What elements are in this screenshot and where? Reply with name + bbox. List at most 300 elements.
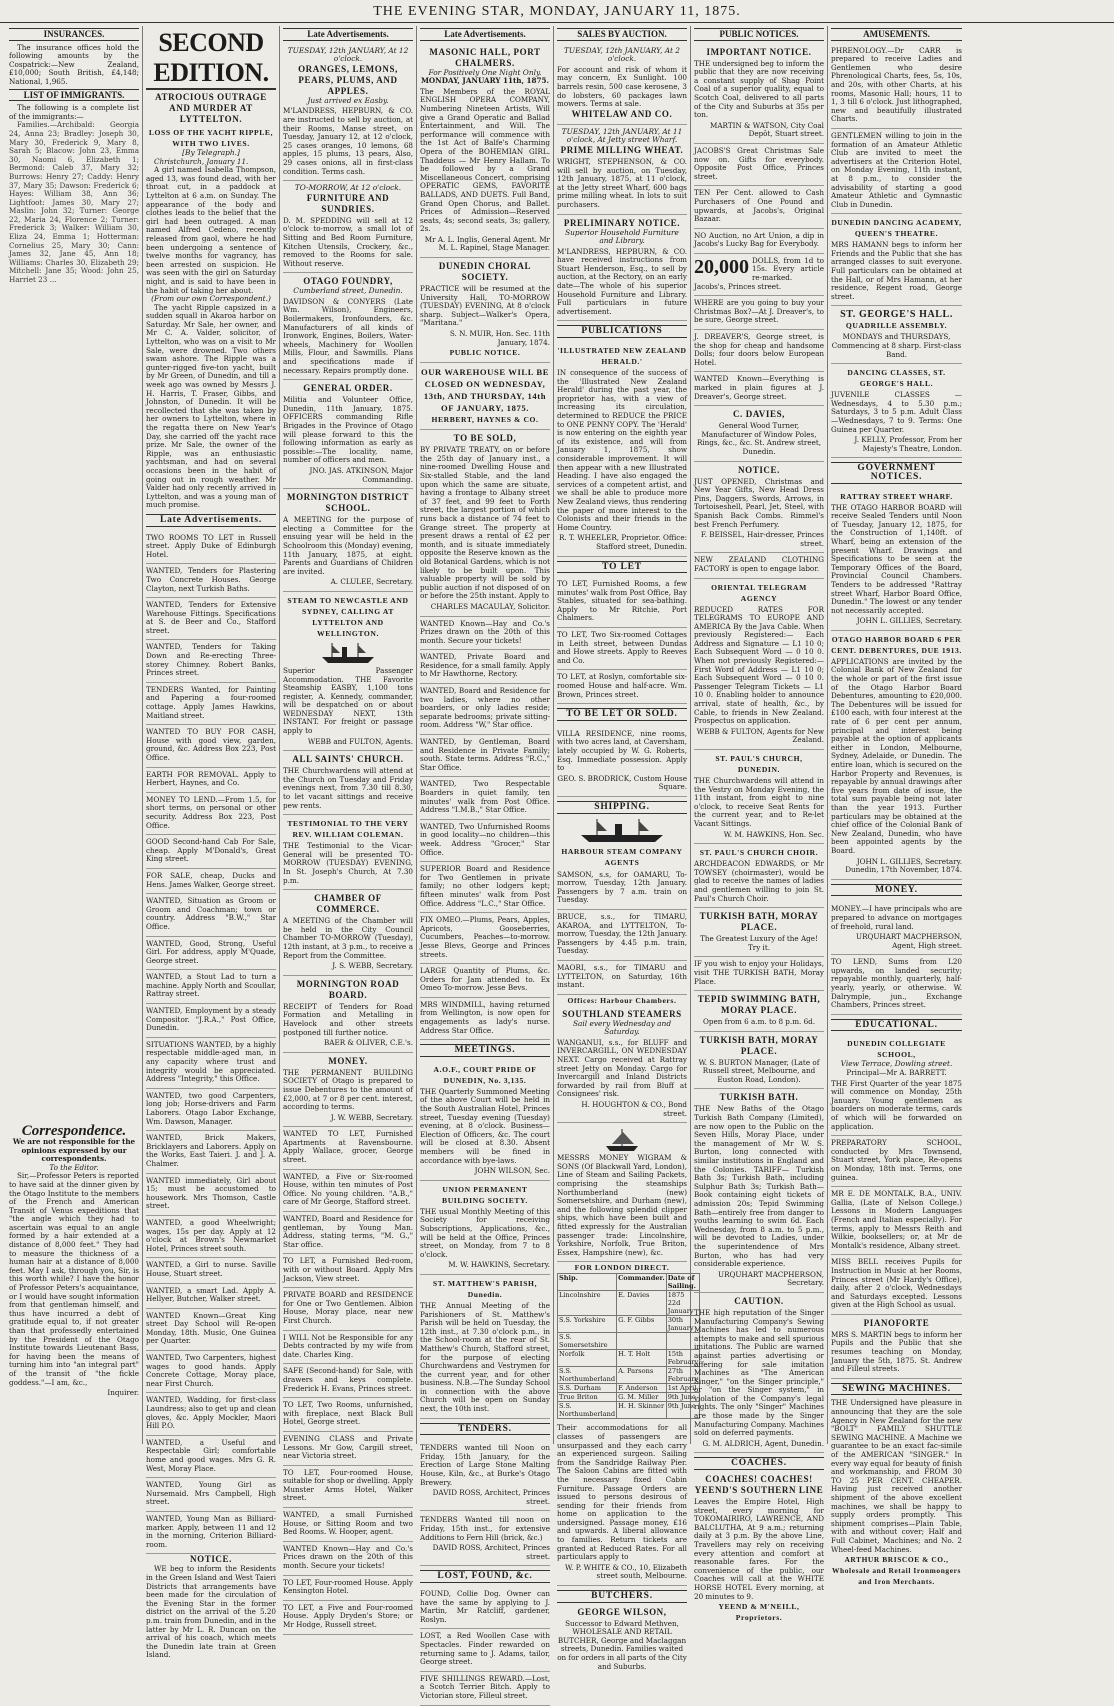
collegiate-principal: Principal—Mr A. BARRETT.: [846, 1068, 947, 1078]
table-cell: 27th February: [667, 1367, 699, 1384]
ad-item: TENDERS Wanted, for Painting and Papering a four-roomed cottage. Apply James Hawkins, Maitland street.: [146, 683, 276, 725]
st-matthews: [420, 1275, 550, 1419]
column-4: [417, 26, 554, 1700]
turkish-bath-1: [694, 908, 824, 957]
let-or-sold-heading: TO BE LET OR SOLD.: [557, 708, 687, 721]
st-georges-hall: [831, 306, 962, 364]
masonic-date: MONDAY, JANUARY 11th, 1875.: [420, 76, 550, 86]
chamber-body: A MEETING of the Chamber will be held in the City Council Chamber TO-MORROW (Tuesday), 12th instant, at 3 p.m., to receive a Report from the Committee.: [283, 916, 413, 960]
collegiate-title: DUNEDIN COLLEGIATE SCHOOL,: [847, 1039, 946, 1060]
table-cell: S.S. Durham: [558, 1384, 617, 1393]
ship-note: [557, 1419, 687, 1586]
tender-body: TENDERS Wanted till noon on Friday, 15th inst., for extensive Additions to Fern Hill (brick, &c.): [420, 1515, 550, 1542]
st-pauls-title: ST. PAUL'S CHURCH, DUNEDIN.: [715, 754, 803, 774]
auction-furniture: [283, 181, 413, 273]
harbor-debentures: [831, 631, 962, 880]
piano-body: MRS S. MARTIN begs to inform her Pupils and the Public that she resumes teaching on Monday, January the 5th, 1875. St. Andrew and Filleul streets.: [831, 1329, 962, 1374]
southland-title: SOUTHLAND STEAMERS: [562, 1008, 682, 1019]
steam-title: STEAM TO NEWCASTLE AND SYDNEY, CALLING AT LYTTELTON AND WELLINGTON.: [287, 595, 409, 638]
important-body: THE undersigned beg to inform the public that they are now receiving a constant supply of Shag Point Coal of a superior quality, equal to Scotch Coal, delivered to all parts of the City and Suburbs at 35s per ton.: [694, 58, 824, 120]
column-1: [6, 26, 143, 1444]
oriental-title: ORIENTAL TELEGRAM AGENCY: [711, 582, 807, 603]
road-board-title: MORNINGTON ROAD BOARD.: [296, 978, 400, 1000]
ad-item: WANTED, Tenders for Extensive Warehouse Fittings. Specifications at S. de Beer and Co., Stafford street.: [146, 598, 276, 640]
table-row: [558, 1402, 700, 1419]
masthead: [0, 0, 1114, 23]
road-board-sign: BAER & OLIVER, C.E.'s.: [323, 1038, 413, 1048]
tender-2: [420, 1511, 550, 1566]
table-cell: True Briton: [558, 1393, 617, 1402]
debentures-sign: JOHN L. GILLIES, Secretary. Dunedin, 17th November, 1874.: [845, 856, 962, 875]
ad-item: WANTED, Young Girl as Nursemaid. Mrs Campbell, High street.: [146, 1478, 276, 1512]
table-cell: 9th June: [666, 1393, 700, 1402]
sewing-heading: SEWING MACHINES.: [831, 1383, 962, 1396]
dolls-number: 20,000: [694, 255, 749, 278]
auction-body: D. M. SPEDDING will sell at 12 o'clock to-morrow, a small lot of Sitting and Bed Room Furniture, Kitchen Utensils, Crockery, &c., removed to the Rooms for sale. Without reserve.: [283, 215, 413, 268]
ad-item: WANTED, Two Respectable Boarders in quiet family, ten minutes' walk from Post Office. Address "I.M.B.," Star Office.: [420, 777, 550, 819]
notice-heading: NOTICE.: [190, 1554, 232, 1565]
testimonial-body: THE Testimonial to the Vicar-General will be presented TO-MORROW (TUESDAY) EVENING, In St. Joseph's Church, At 7.30 p.m.: [283, 841, 413, 885]
matthews-title: ST. MATTHEW'S PARISH, Dunedin.: [432, 1278, 538, 1299]
tender-sign: DAVID ROSS, Architect, Princes street.: [432, 1488, 550, 1506]
steamship-icon: [318, 641, 378, 665]
ad-item: WANTED, Brick Makers, Bricklayers and Laborers. Apply on the Works, East Taieri. J. and J. A. Chalmer.: [146, 1131, 276, 1173]
to-let-item: TO LET, at Roslyn, comfortable six-roomed House and half-acre. Wm. Brown, Princes street.: [557, 670, 687, 704]
table-cell: A. Parsons: [617, 1367, 667, 1384]
column-header: Ship.: [558, 1274, 617, 1291]
ad-item: WANTED TO LET, Furnished Apartments at Ravensbourne. Apply Wallace, grocer, George street.: [283, 1127, 413, 1169]
insurances-heading: INSURANCES.: [9, 28, 139, 41]
ad-item: SAFE (Second-hand) for Sale, with drawers and keys complete. Frederick H. Evans, Princes street.: [283, 1364, 413, 1398]
pianoforte-ad: [831, 1315, 962, 1379]
ad-item: WANTED, Two Unfurnished Rooms in good locality—no children—this week. Address "Grocer," Star Office.: [420, 820, 550, 862]
sold-title: TO BE SOLD,: [453, 433, 517, 444]
order-sign: JNO. JAS. ATKINSON, Major Commanding.: [309, 465, 413, 484]
court-pride: [420, 1061, 550, 1181]
ad-item: MRS WINDMILL, having returned from Wellington, is now open for engagements as lady's nurse. Address Star Office.: [420, 998, 550, 1040]
general-order: [283, 380, 413, 489]
rattray-sign: JOHN L. GILLIES, Secretary.: [856, 616, 962, 626]
ad-item: SITUATIONS WANTED, by a highly respectable middle-aged man, in any capacity where trust and integrity would be appreciated. Address "Integrity," this Office.: [146, 1038, 276, 1089]
tender-1: [420, 1439, 550, 1511]
road-board: [283, 976, 413, 1053]
ad-item: TO LET, Two Rooms, unfurnished, with fireplace, next Black Bull Hotel, George street.: [283, 1398, 413, 1432]
ad-item: WANTED, Private Board and Residence, for a small family. Apply to Mr Hawthorne, Rectory.: [420, 650, 550, 684]
choir-title: ST. PAUL'S CHURCH CHOIR.: [699, 848, 819, 858]
ad-item: WANTED TO BUY FOR CASH, House with good view, garden, ground, &c. Address Box 223, Post Office.: [146, 725, 276, 767]
prelim-title: PRELIMINARY NOTICE.: [563, 217, 681, 228]
ad-item: TO LET, a Furnished Bed-room, with or without Board. Apply Mrs Jackson, View street.: [283, 1254, 413, 1288]
masonic-sign: Mr A. L. Inglis, General Agent. Mr M. L. Rapinel, Stage Manager.: [424, 234, 550, 253]
table-cell: H. H. Skinner: [617, 1402, 667, 1419]
coaches-title: COACHES! COACHES!: [705, 1474, 813, 1485]
beissel-notice: [694, 462, 824, 554]
court-body: THE Quarterly Summoned Meeting of the above Court will be held in the South Australian Hotel, Princes street, Tuesday evening (Tuesday) evening, at 8 o'clock. Business—Election of Officers, &c. The court will be closed at 8.30. Absent members will be fined in accordance with bye-laws.: [420, 1086, 550, 1165]
ad-item: I WILL Not be Responsible for any Debts contracted by my wife from date. Charles King.: [283, 1331, 413, 1365]
immigrants-intro: The following is a complete list of the immigrants:—: [9, 103, 139, 121]
ad-item: LARGE Quantity of Plums, &c. Orders for Jam attended to. Ex Omeo To-morrow. Jesse Bevs.: [420, 964, 550, 998]
ad-item: SUPERIOR Board and Residence for Two Gentlemen in private family; no other lodgers kept; fifteen minutes' walk from Post Office. Address "L.C.," Star Office.: [420, 862, 550, 913]
government-heading: GOVERNMENT NOTICES.: [831, 462, 962, 483]
sailing-table: [557, 1273, 700, 1419]
st-pauls-body: THE Churchwardens will attend in the Vestry on Monday Evening, the 11th instant, from eight to nine o'clock, to receive Seat Rents for the current year, and to Re-let Vacant Sittings.: [694, 776, 824, 828]
to-be-sold: [420, 430, 550, 616]
choral-sign: S. N. MUIR, Hon. Sec. 11th January, 1874.: [449, 329, 550, 347]
important-sign: MARTIN & WATSON, City Coal Depôt, Stuart street.: [709, 120, 824, 139]
ad-item: PRIVATE BOARD and RESIDENCE for One or Two Gentlemen. Albion House, Moray place, near new First Church.: [283, 1288, 413, 1330]
ad-item: WANTED, Board and Residence for gentleman, by Young Man. Address, stating terms, "M. G.," Star office.: [283, 1212, 413, 1254]
classes-body: JUVENILE CLASSES — Wednesdays, 4 to 5.30 p.m.; Saturdays, 3 to 5 p.m. Adult Class—Wednesdays, 7 to 9. Terms: One Guinea per Quarter.: [831, 390, 962, 434]
ad-item: EVENING CLASS and Private Lessons. Mr Gow, Cargill street, near Victoria street.: [283, 1432, 413, 1466]
steamship-icon: [577, 818, 667, 844]
warehouse-closed: [420, 363, 550, 430]
auction-body: M'LANDRESS, HEPBURN, & CO. are instructed to sell by auction, at their Rooms, Manse street, on Tuesday, January 12, at 12 o'clock, 25 cases oranges, 10 lemons, 68 apples, 15 plums, 13 pears, Also, 29 cases onions, all in first-class condition. Terms cash.: [283, 106, 413, 176]
caution-ad: [694, 1293, 824, 1454]
lost-item: FOUND, Collie Dog. Owner can have the same by applying to J. Martin, Mr Ratcliff, gardener, Roslyn.: [420, 1587, 550, 1629]
villa-body: VILLA RESIDENCE, nine rooms, with two acres land, at Caversham, lately occupied by W. G. Roberts, Esq. Immediate possession. Apply to: [557, 728, 687, 773]
notice-item: JACOBS'S Great Christmas Sale now on. Gifts for everybody. Opposite Post Office, Princes street.: [694, 144, 824, 186]
money-title: MONEY.: [328, 1055, 368, 1066]
herald-body: IN consequence of the success of the 'Illustrated New Zealand Herald' during the past year, the proprietor has, with a view of increasing its circulation, determined to REDUCE the PRICE to ONE PENNY COPY. The 'Herald' is now entering on the eighth year of its existence, and will from January 1, 1875, show considerable improvement. It will then appear with a new Illustrated Heading. I have also engaged the services of a competent artist, and we shall be able to produce more New Zealand views, thus rendering the paper of more interest to the Colonists and their friends in the Home Country.: [557, 368, 687, 532]
southland-steamers: [557, 1006, 687, 1124]
tender-body: TENDERS wanted till Noon on Friday, 15th January, for the Erection of Large Stone Malting House, Kiln, &c., at Burke's Otago Brewery.: [420, 1443, 550, 1487]
auction-sign: WHITELAW AND CO.: [571, 108, 673, 119]
phrenology-ad: PHRENOLOGY.—Dr CARR is prepared to receive Ladies and Gentlemen who desire Phrenological Charts, fees, 5s, 10s, and 20s, with other Charts, at his rooms, Masonic Hall; hours, 11 to 1, 3 till 6 o'clock. Just lithographed, new and beautifully illustrated Charts.: [831, 44, 962, 129]
table-cell: Norfolk: [558, 1350, 617, 1367]
ad-item: TO LET, Four-roomed House, suitable for shop or dwelling. Apply Munster Arms Hotel, Walker street.: [283, 1466, 413, 1508]
prelim-sub: Superior Household Furniture and Library.: [565, 227, 679, 246]
otago-foundry: [283, 273, 413, 380]
caution-sign: G. M. ALDRICH, Agent, Dunedin.: [702, 1438, 824, 1448]
all-saints-title: ALL SAINTS' CHURCH.: [292, 754, 404, 765]
ad-item: WANTED Known—Hay and Co.'s Prizes drawn on the 20th of this month. Secure your tickets!: [420, 617, 550, 651]
table-cell: 1875 22d January: [666, 1291, 700, 1316]
public-notice-label: PUBLIC NOTICE.: [449, 348, 521, 358]
yeend-sign: YEEND & M'NEILL, Proprietors.: [718, 1602, 800, 1623]
debentures-title: OTAGO HARBOR BOARD 6 PER CENT. DEBENTURES, DUE 1913.: [831, 634, 962, 655]
table-cell: S.S. Northumberland: [559, 1402, 616, 1419]
columns: [6, 26, 1108, 1700]
school-sign: A. CLULEE, Secretary.: [330, 577, 413, 587]
late-ads-heading: Late Advertisements.: [146, 514, 276, 527]
table-cell: S.S. Somersetshire: [558, 1333, 617, 1350]
ad-item: WANTED, Two Carpenters, highest wages to good hands. Apply Concrete Cottage, Moray place, near First Church.: [146, 1351, 276, 1393]
loss-title: LOSS OF THE YACHT RIPPLE, WITH TWO LIVES.: [148, 128, 274, 148]
ship-item: BRUCE, s.s., for TIMARU, AKAROA, and LYTTELTON, To-morrow, Tuesday, the 12th January. Passengers by 4.45 p.m. train, Tuesday.: [557, 910, 687, 961]
bath-title: TURKISH BATH.: [719, 1092, 799, 1103]
meetings-heading: MEETINGS.: [420, 1044, 550, 1057]
dolls-ad: [694, 254, 824, 296]
ad-item: WANTED, a smart Lad. Apply A. Hellyer, Butcher, Walker street.: [146, 1284, 276, 1309]
rattray-title: RATTRAY STREET WHARF.: [840, 491, 953, 501]
to-let-item: TO LET, Furnished Rooms, a few minutes' walk from Post Office, Bay Stables, situated for sea-bathing. Apply to Mr Ritchie, Port Chalmers.: [557, 577, 687, 628]
ad-item: WANTED, two good Carpenters, long job; Horse-drivers and Farm Laborers. Otago Labor Exchange, Wm. Dawson, Manager.: [146, 1089, 276, 1131]
mortgage-sign: URQUHART MACPHERSON, Agent, High street.: [856, 932, 962, 950]
table-header-row: [558, 1274, 700, 1291]
by-telegraph: [By Telegraph.]: [182, 148, 240, 157]
school-title: MORNINGTON DISTRICT SCHOOL.: [286, 492, 409, 514]
important-notice: [694, 44, 824, 144]
ad-item: WANTED, a Stout Lad to turn a machine. Apply North and Scoullar, Rattray street.: [146, 970, 276, 1004]
table-cell: F. Anderson: [617, 1384, 667, 1393]
own-correspondent: (From our own Correspondent.): [151, 294, 271, 304]
money-wigram: [557, 1123, 687, 1262]
davies-title: C. DAVIES,: [732, 409, 786, 420]
auction-date: TUESDAY, 12th JANUARY, At 11 o'clock, At Jetty street Wharf.: [561, 126, 683, 145]
important-title: IMPORTANT NOTICE.: [706, 46, 812, 57]
notice-item: NO Auction, no Art Union, a dip in Jacobs's Lucky Bag for Everybody.: [694, 229, 824, 254]
notice-item: J. DREAVER'S, George street, is the shop for cheap and handsome Dolls; four doors below European Hotel.: [694, 330, 824, 372]
letter-signature: Inquirer.: [107, 1388, 139, 1398]
academy-body: MRS HAMANN begs to inform her Friends and the Public that she has arranged classes to suit everyone. Full particulars can be obtained at the Hall, or of Mrs Hamann, at her residence, Regent road, George street.: [831, 240, 962, 301]
bath-body: THE New Baths of the Otago Turkish Bath Company (Limited), are now open to the Public on the Seven Hills, Moray Place, under the management of Mr W. S. Burton, long connected with similar institutions in England and the Colonies. TARIFF— Turkish Bath 3s; Turkish Bath, including Sulphur Bath 3s; Turkish Bath—Book containing eight tickets of admission 20s; Tepid Swimming Bath—entirely free from danger to youths learning to swim 6d. Each Wednesday, from 8 a.m. to 5 p.m., will be devoted to Ladies, under the superintendence of Mrs Burton, who has had very considerable experience.: [694, 1104, 824, 1269]
table-cell: G. M. Miller: [617, 1393, 667, 1402]
table-row: [558, 1291, 700, 1316]
all-saints: [283, 751, 413, 815]
ad-item: WANTED Known—Hay and Co.'s Prices drawn on the 20th of this month. Secure your tickets!: [283, 1542, 413, 1576]
union-title: UNION PERMANENT BUILDING SOCIETY.: [442, 1184, 528, 1205]
ad-item: TWO ROOMS TO LET in Russell street. Apply Duke of Edinburgh Hotel.: [146, 531, 276, 565]
to-editor: To the Editor.: [49, 1162, 99, 1172]
southland-sub: Sail every Wednesday and Saturday.: [572, 1018, 672, 1037]
union-sign: M. W. HAWKINS, Secretary.: [448, 1260, 550, 1270]
column-header: Commander.: [617, 1274, 667, 1291]
educational-heading: EDUCATIONAL.: [831, 1019, 962, 1032]
ad-item: WANTED, a Girl to nurse. Saville House, Stuart street.: [146, 1258, 276, 1283]
table-row: [558, 1316, 700, 1333]
coaches-heading: COACHES.: [694, 1457, 824, 1470]
auction-body: For account and risk of whom it may concern, Ex Sunlight. 100 barrels resin, 500 case kerosene, 3 do lobsters, 60 packages lawn mowers. Terms at sale.: [557, 64, 687, 109]
auction-title: FURNITURE AND SUNDRIES.: [306, 192, 390, 214]
road-board-body: RECEIPT of Tenders for Road Formation and Metalling in Havelock and other streets postponed till further notice.: [283, 1001, 413, 1037]
table-row: [558, 1333, 700, 1350]
chamber-title: CHAMBER OF COMMERCE.: [314, 893, 382, 915]
ad-item: MONEY TO LEND.—From 1.5, for short terms, on personal or other security. Address Box 223, Post Office.: [146, 793, 276, 835]
column-3: [280, 26, 417, 1629]
butcher-title: GEORGE WILSON,: [577, 1606, 667, 1617]
ad-item: WANTED, by Gentleman, Board and Residence in Private Family; south. State terms. Address "R.C.," Star Office.: [420, 735, 550, 777]
notice-item: WANTED Known—Everything is marked in plain figures at J. Dreaver's, George street.: [694, 372, 824, 406]
union-body: THE usual Monthly Meeting of this Society for receiving Subscriptions, Applications, &c., will be held at the Office, Princes street, on Monday, from 7 to 8 o'clock.: [420, 1206, 550, 1259]
clothing-factory: NEW ZEALAND CLOTHING FACTORY is open to engage labor.: [694, 553, 824, 578]
tender-sign: DAVID ROSS, Architect, Princes street.: [432, 1543, 550, 1561]
yeend-body: Leaves the Empire Hotel, High street, every morning for TOKOMAIRIRO, LAWRENCE, AND BALCLUTHA, At 9 a.m.; returning daily at 3 p.m. By the above Line, Travellers may rely on receiving every attention and comfort at reasonable fares. For the convenience of the public, our Coaches will call at the WHITE HORSE HOTEL Every morning, at 20 minutes to 9.: [694, 1497, 824, 1601]
money-heading: MONEY.: [831, 884, 962, 897]
auction-resin: [557, 44, 687, 125]
bath-sign: URQUHART MACPHERSON, Secretary.: [718, 1269, 824, 1288]
ad-item: TO LET, Four-roomed House. Apply Kensington Hotel.: [283, 1576, 413, 1601]
column-6: [691, 26, 828, 1623]
auction-fruit: [283, 44, 413, 182]
turkish-bath-4: [694, 1089, 824, 1292]
table-row: [558, 1367, 700, 1384]
ad-item: WANTED, Employment by a steady Compositor. "J.R.A.," Post Office, Dunedin.: [146, 1004, 276, 1038]
beissel-title: NOTICE.: [738, 464, 780, 475]
wigram-body: MESSRS MONEY WIGRAM & SONS (Of Blackwall Yard, London), Line of Steam and Sailing Packets, comprising the steamships Northumberland (new) Somersetshire, and Durham (new), and the following splendid clipper ships, which have been built and fitted expressly for the Australian passenger trade: Lincolnshire, Yorkshire, Norfolk, True Briton, Essex, Hampshire (new), &c.: [557, 1153, 687, 1257]
rattray-body: THE OTAGO HARBOR BOARD will receive Sealed Tenders until Noon of Tuesday, January 12, 1875, for the Construction of 1,140ft. of Wharf, being an extension of the present Wharf. Drawings and Specifications to be seen at the Temporary Offices of the Board, Provincial Council Chambers. Tenders to be addressed "Rattray street Wharf, Harbor Board Office, Dunedin." The lowest or any tender not necessarily accepted.: [831, 502, 962, 615]
tepid-body: Open from 6 a.m. to 8 p.m. 6d.: [702, 1017, 816, 1027]
collegiate-sub: View Terrace, Dowling street.: [840, 1059, 953, 1069]
choir-body: ARCHDEACON EDWARDS, or Mr TOWSEY (choirmaster), would be glad to receive the names of ladies and gentlemen willing to join St. Paul's Church Choir.: [694, 859, 824, 903]
table-cell: S.S. Northumberland: [559, 1367, 616, 1384]
column-7: [828, 26, 965, 1587]
table-row: [558, 1350, 700, 1367]
auction-body: WRIGHT, STEPHENSON, & CO. will sell by auction, on Tuesday, 12th January, 1875, at 11 o'clock, at the Jetty street Wharf, 600 bags prime milling wheat. In lots to suit purchasers.: [557, 156, 687, 209]
st-georges-body: MONDAYS and THURSDAYS, Commencing at 8 sharp. First-class Band.: [831, 332, 962, 359]
ad-item: WANTED, Tenders for Plastering Two Concrete Houses. George Clayton, next Turkish Baths.: [146, 564, 276, 598]
testimonial-title: TESTIMONIAL TO THE VERY REV. WILLIAM COLEMAN.: [287, 819, 409, 840]
money-ad: [283, 1053, 413, 1128]
correspondence-heading: Correspondence.: [21, 1123, 127, 1140]
late-ads-heading-3: Late Advertisements.: [283, 28, 413, 41]
money-sign: J. W. WEBB, Secretary.: [330, 1112, 413, 1122]
masonic-sub: For Positively One Night Only.: [428, 67, 542, 77]
correspondence-note: We are not responsible for the opinions expressed by our correspondents.: [12, 1136, 136, 1164]
matthews-body: THE Annual Meeting of the Parishioners of St. Matthew's Parish will be held on Tuesday, the 12th inst., at 7.30 o'clock p.m., in the School-room at the rear of St. Matthew's Church, Stafford street, for the purpose of electing Churchwardens and Vestrymen for the current year, and for other business. N.B.—The Sunday School in connection with the above Church will be open on Sunday next, the 10th inst.: [420, 1300, 550, 1414]
notice-item: WHERE are you going to buy your Christmas Box?—At J. Dreaver's, to be sure, George street.: [694, 296, 824, 330]
order-title: GENERAL ORDER.: [303, 383, 393, 394]
masonic-title: MASONIC HALL, PORT CHALMERS.: [429, 46, 541, 68]
foundry-title: OTAGO FOUNDRY,: [303, 276, 393, 287]
ad-item: WANTED, Tenders for Taking Down and Re-erecting Three-storey Chimney. Robert Banks, Princes street.: [146, 640, 276, 682]
beissel-body: JUST OPENED, Christmas and New Year Gifts, New Head Dress Pins, Daggers, Swords, Arrows, in Tortoiseshell, Pearl, Jet, Steel, with Spanish Back Combs. Rimmel's best French Perfumery.: [694, 476, 824, 529]
sewing-sign: ARTHUR BRISCOE & CO., Wholesale and Retail Ironmongers and Iron Merchants.: [832, 1555, 961, 1587]
warehouse-text: OUR WAREHOUSE WILL BE CLOSED ON WEDNESDAY, 13th, AND THURSDAY, 14th OF JANUARY, 1875.: [420, 367, 550, 414]
notice-item: TEN Per Cent. allowed to Cash Purchasers of One Pound and upwards, at Jacobs's, Original Bazaar.: [694, 186, 824, 228]
ship-item: MAORI, s.s., for TIMARU and LYTTELTON, on Saturday, 16th instant.: [557, 961, 687, 995]
auction-wheat: [557, 125, 687, 215]
yeend-title: YEEND'S SOUTHERN LINE: [694, 1485, 824, 1496]
southland-sign: H. HOUGHTON & CO., Bond street.: [581, 1100, 687, 1118]
athletic-club-ad: GENTLEMEN willing to join in the formation of an Amateur Athletic Club are invited to meet the advertisers at the Criterion Hotel, on Monday Evening, 11th instant, at 8 p.m., to consider the advisability of starting a good Amateur Athletic and Gymnastic Club in Dunedin.: [831, 129, 962, 214]
ad-item: WANTED immediately, Girl about 15; must be accustomed to housework. Mrs Thomson, Castle street.: [146, 1174, 276, 1216]
auction-sub: Just arrived ex Easby.: [307, 95, 389, 105]
ad-item: WANTED, Good, Strong, Useful Girl. For address, apply M'Quade, George street.: [146, 937, 276, 971]
dancing-classes: [831, 364, 962, 458]
notice-text: WE beg to inform the Residents in the Green Island and West Taieri Districts that arrangements have been made for the circulation of the Evening Star in the former district on the arrival of the 5.20 p.m. train from Dunedin, and in the latter by Mr L. R. Duncan on the arrival of his coach, which meets the Dunedin late train at Green Island.: [146, 1564, 276, 1660]
table-cell: 15th February: [667, 1350, 699, 1367]
table-row: [558, 1384, 700, 1393]
classes-sign: J. KELLY, Professor, From her Majesty's Theatre, London.: [854, 435, 962, 453]
story-title: ATROCIOUS OUTRAGE AND MURDER AT LYTTELTON.: [155, 92, 267, 124]
st-pauls-church: [694, 750, 824, 844]
tepid-title: TEPID SWIMMING BATH, MORAY PLACE.: [697, 994, 821, 1016]
auction-date: TUESDAY, 12th JANUARY, At 2 o'clock.: [564, 45, 680, 64]
steam-ad: [283, 592, 413, 751]
late-ads-heading-4: Late Advertisements.: [420, 28, 550, 41]
piano-title: PIANOFORTE: [863, 1317, 930, 1328]
ad-item: WANTED, Wadding, for first-class Laundress; also to get up and clean gloves, &c. Apply Mockler, Maori Hill P.O.: [146, 1393, 276, 1435]
st-pauls-choir: [694, 844, 824, 908]
ad-item: EARTH FOR REMOVAL. Apply to Herbert, Haynes, and Co.: [146, 768, 276, 793]
order-body: Militia and Volunteer Office, Dunedin, 11th January, 1875. OFFICERS commanding Rifle Brigades in the Province of Otago will please forward to this the following information as early as possible:—The locality, name, number of officers and men.: [283, 395, 413, 465]
steam-body: Superior Passenger Accommodation. THE Favorite Steamship EASBY, 1,100 tons register, A. Kennedy, commander, will be despatched on or about WEDNESDAY NEXT, 13th INSTANT. For freight or passage apply to: [283, 665, 413, 736]
collegiate-body: THE First Quarter of the year 1875 will commence on Monday, 25th January. Young gentlemen as boarders on moderate terms, cards of which will be forwarded on application.: [831, 1078, 962, 1131]
butcher-body: Successor to Edward Methven, WHOLESALE AND RETAIL BUTCHER, George and Maclaggan streets, Dunedin. Families waited on for orders in all parts of the City and Suburbs.: [557, 1618, 687, 1671]
masthead-title: THE EVENING STAR, MONDAY, JANUARY 11, 1875.: [373, 4, 741, 19]
illustrated-herald: [557, 342, 687, 556]
lost-found-heading: LOST, FOUND, &c.: [420, 1570, 550, 1583]
st-georges-sub: QUADRILLE ASSEMBLY.: [845, 321, 948, 331]
bath-body: The Greatest Luxury of the Age! Try it.: [700, 934, 818, 952]
second-edition-heading: SECOND EDITION.: [146, 28, 276, 90]
school-body: A MEETING for the purpose of electing a Committee for the ensuing year will be held in the Schoolroom this (Monday) evening, 11th January, 1875, at eight. Parents and Guardians of Children are invited.: [283, 515, 413, 576]
column-header: Date of Sailing.: [666, 1274, 700, 1291]
table-cell: 1st April: [666, 1384, 700, 1393]
immigrants-heading: LIST OF IMMIGRANTS.: [9, 89, 139, 102]
ad-item: FOR SALE, cheap, Ducks and Hens. James Walker, George street.: [146, 869, 276, 894]
auction-title: PRIME MILLING WHEAT.: [560, 144, 684, 155]
ad-item: WANTED Known—Great King street Day School will Re-open Monday, 18th. Music, One Guinea per Quarter.: [146, 1309, 276, 1351]
table-row: [558, 1393, 700, 1402]
ad-item: WANTED, Board and Residence for two ladies, where no other boarders, or only ladies reside; separate bedrooms; private sitting-room. Address "W," Star office.: [420, 684, 550, 735]
prelim-body: M'LANDRESS, HEPBURN, & CO. have received instructions from Stuart Henderson, Esq., to sell by auction, at the Rectory, on an early date—The whole of his superior Household Furniture and Library. Full particulars in future advertisement.: [557, 246, 687, 316]
ad-item: WANTED, Young Man as Billiard-marker. Apply, between 11 and 12 in the morning, Criterion Billiard-room.: [146, 1512, 276, 1554]
tenders-heading: TENDERS.: [420, 1423, 550, 1436]
ad-item: WANTED, a good Wheelwright; wages, 15s per day. Apply at 12 o'clock at Brown's Newmarket Hotel, Princes street south.: [146, 1216, 276, 1258]
table-cell: Lincolnshire: [558, 1291, 617, 1316]
butchers-heading: BUTCHERS.: [557, 1590, 687, 1603]
villa-sign: GEO. S. BRODRICK, Custom House Square.: [557, 773, 687, 792]
ad-item: FIX OMEO.—Plums, Pears, Apples, Apricots, Gooseberries, Cucumbers, Peaches—to-morrow. Jesse Blevs, George and Princes streets.: [420, 913, 550, 964]
choral-society: [420, 258, 550, 363]
story-text: A girl named Isabella Thompson, aged 13, was found dead, with her throat cut, in a paddock at Lyttelton at 6 a.m. on Sunday. The appearance of the body and clothes leads to the belief that the girl had been outraged. A man named Alfred Cedeno, recently released from gaol, where he had been undergoing a sentence of twelve months for vagrancy, has been arrested on suspicion. He was seen with the girl on Saturday night, and is said to have been in the habit of taking her about.: [146, 165, 276, 295]
tepid-bath: [694, 991, 824, 1032]
montalk-ad: MR E. DE MONTALK, B.A., UNIV. Gallia, (Late of Nelson College.) Lessons in Modern Languages (French and Italian especially). For terms, apply to Messrs Reith and Wilkie, booksellers; or, at Mr de Montalk's residence, Albany street.: [831, 1187, 962, 1255]
lost-item: LOST, a Red Woollen Case with Spectacles. Finder rewarded on returning same to J. Adams, tailor, George street.: [420, 1629, 550, 1671]
immigrants-list: Families.—Archibald: Georgia 24, Anna 23; Bradley: Joseph 30, Mary 30, Frederick 9, Mary 8, Sarah 5; Blacow: John 23, Emma 30, Naomi 6, Elizabeth 1; Bermond: Caleb 37, Mary 32; Burrows: Henry 27; Caddy: Henry 37, Mary 35; Dawson: Frederick 6; Hayes: William 38, Ann 36; Lightfoot: James 30, Mary 27; Maslin: John 32; Turner: George 22, Maria 24, Florence 2; Turner: Frederick 3; Walker: William 30, Eliza 24, Emma 1; Hotterman: Cornelius 25, Mary 30; Cann: James 32, Jane 45, Ann 18; Williams: Charles 30, Elizabeth 29; Mitchell: Jane 35; Wood: John 25, Harriet 23 ...: [9, 120, 139, 285]
auction-title: ORANGES, LEMONS, PEARS, PLUMS, AND APPLES.: [298, 63, 398, 96]
column-5: [554, 26, 699, 1671]
to-let-heading: TO LET: [557, 561, 687, 574]
masonic-body: The Members of the ROYAL ENGLISH OPERA COMPANY, Numbering Nineteen Artists, Will give a Grand Operatic and Ballad Entertainment, and Will. The performance will commence with the 1st Act of Balfe's Charming Opera of the BOHEMIAN GIRL. Thaddeus — Mr Henry Hallam. To be followed by a Grand Miscellaneous Concert, comprising OPERATIC GEMS, FAVORITE BALLADS, AND DUETS. Full Band, Grand Open Chorus, and Ballet. Prices of Admission—Reserved seats, 4s; second seats, 3s; gallery, 2s.: [420, 86, 550, 234]
shipping-heading: SHIPPING.: [557, 801, 687, 814]
bath-title: TURKISH BATH, MORAY PLACE.: [699, 911, 819, 933]
table-cell: E. Davies: [617, 1291, 667, 1316]
ad-item: GOOD Second-hand Cab For Sale, cheap. Apply M'Donald's, Great King street.: [146, 835, 276, 869]
auction-date: TUESDAY, 12th JANUARY, At 12 o'clock.: [287, 45, 409, 64]
sold-body: BY PRIVATE TREATY, on or before the 25th day of January inst., a nine-roomed Dwelling House and Six-stalled Stable, and the land upon which the same are situate, having a frontage to Albany street of 37 feet, and 99 feet to Forth street, the largest portion of which runs back a distance of 74 feet to Grange street. The property at present draws a rental of £2 per month, and is situate immediately opposite the Reserve known as the old Botanical Gardens, which is not likely to be built upon. This valuable property will be sold by public auction if not disposed of on or before the 25th instant. Apply to: [420, 445, 550, 601]
amusements-heading: AMUSEMENTS.: [831, 28, 962, 41]
miss-bell-ad: MISS BELL receives Pupils for Instruction in Music at her Rooms, Princes street (Mr Hardy's Office), daily, after 2 o'clock, Wednesdays and Saturdays excepted. Lessons given at the High School as usual.: [831, 1255, 962, 1315]
late-ads-list: [146, 531, 276, 1555]
oriental-sign: WEBB & FULTON, Agents for New Zealand.: [696, 726, 824, 745]
ship-office: Offices: Harbour Chambers.: [567, 995, 677, 1005]
table-cell: G. F. Gibbs: [617, 1316, 667, 1333]
chamber-sign: J. S. WEBB, Secretary.: [332, 961, 413, 971]
ship-note-body: Their accommodations for all classes of passengers are unsurpassed and they each carry an experienced surgeon. Sailing from the Sandridge Railway Pier. The Saloon Cabins are fitted with the necessary fixed Cabin Furniture. Passage Orders are issued to persons desirous of sending for their friends from home on application to the undersigned. Passage money, £16 and upwards. A liberal allowance to families. Return tickets are granted at Reduced Rates. For all particulars apply to: [557, 1423, 687, 1562]
money-body: THE PERMANENT BUILDING SOCIETY of Otago is prepared to issue Debentures to the amount of £2,000, at 7 or 8 per cent. interest, according to terms.: [283, 1067, 413, 1112]
herald-title: 'ILLUSTRATED NEW ZEALAND HERALD.': [557, 346, 687, 367]
oriental-body: REDUCED RATES FOR TELEGRAMS TO EUROPE AND AMERICA By the Java Cable. When previously Registered:— Each Address and Signature — L1 10 0; Each Subsequent Word — 0 10 0. When not previously Registered:— First Word of Address — L1 10 0; Each Subsequent Word — 0 10 0. Passenger Telegram Tickets — L1 10 0. Enabling holder to announce arrival, state of health, &c., by Cable, to friends in New Zealand. Prospectus on application.: [694, 604, 824, 726]
ad-item: TO LET, a Five and Four-roomed House. Apply Dryden's Store; or Mr Hodge, Russell street.: [283, 1601, 413, 1635]
publications-heading: PUBLICATIONS: [557, 325, 687, 338]
court-title: A.O.F., COURT PRIDE OF DUNEDIN, No. 3,135.: [433, 1064, 537, 1085]
foundry-body: DAVIDSON & CONYERS (Late Wm. Wilson), Engineers, Boilermakers, Ironfounders, &c. Manufacturers of all kinds of Ironwork, Engines, Boilers, Water-wheels, Machinery for Woollen Mills, Flour, and Sawmills. Plans and specifications made if necessary. Repairs promptly done.: [283, 296, 413, 375]
turkish-bath-2: IF you wish to enjoy your Holidays, visit THE TURKISH BATH, Moray Place.: [694, 957, 824, 991]
sailing-ship-icon: [602, 1128, 642, 1152]
davies-body: General Wood Turner, Manufacturer of Window Poles, Rings, &c., &c. St. Andrew street, Dunedin.: [696, 421, 822, 456]
davies-ad: [694, 406, 824, 461]
caution-body: THE high reputation of the Singer Manufacturing Company's Sewing Machines has led to numerous attempts to make and sell spurious imitations. The Public are warned against parties advertising or offering for sale imitation Machines as "The American Singer," "on the Singer principle," or "on the Singer system," in violation of the Company's legal rights. The only "Singer" Machines are those made by the Singer Manufacturing Company. Machines sold on deferred payments.: [694, 1307, 824, 1438]
chamber-commerce: [283, 890, 413, 976]
testimonial: [283, 815, 413, 890]
dancing-academy: [831, 214, 962, 306]
herald-sign: R. T. WHEELER, Proprietor. Office: Stafford street, Dunedin.: [558, 533, 687, 551]
warehouse-sign: HERBERT, HAYNES & CO.: [431, 415, 539, 425]
to-let-item: TO LET, Two Six-roomed Cottages in Leith street, between Dundas and Howe streets. Apply to Reeves and Co.: [557, 628, 687, 670]
collegiate-school: [831, 1035, 962, 1136]
